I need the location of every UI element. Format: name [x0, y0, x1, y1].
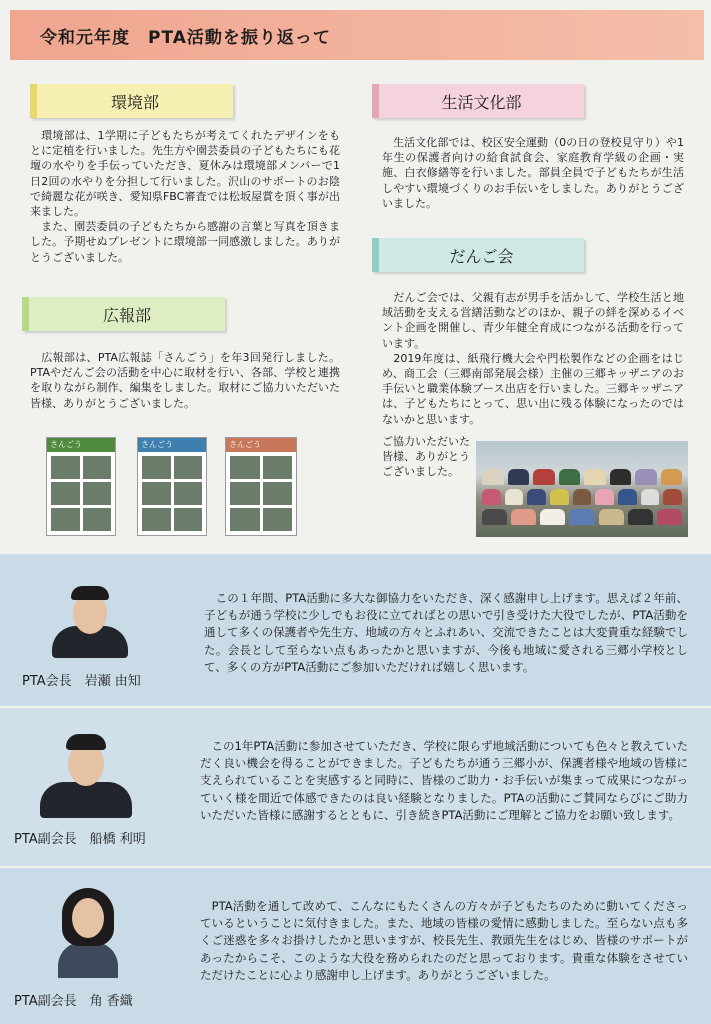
dango-section-label	[372, 238, 584, 272]
message-sumi: PTA活動を通して改めて、こんなにもたくさんの方々が子どもたちのために動いてくださっているということに気付きました。また、地域の皆様の愛情に感動しました。至らない点も多くご迷惑を多々お掛けしたかと思いますが、校長先生、教頭先生をはじめ、皆様のサポートがあったからこそ、このような大役を務められたのだと思っております。貴重な体験をさせていただけたことに心より感謝申し上げます。ありがとうございました。	[200, 899, 688, 982]
name-sumi: PTA副会長 角 香織	[14, 994, 133, 1009]
message-band-3	[0, 868, 711, 1024]
seikatsu-section-label	[372, 84, 584, 118]
message-band-1	[0, 554, 711, 706]
seikatsu-section-title: 生活文化部	[441, 92, 522, 112]
page-title: 令和元年度 PTA活動を振り返って	[40, 28, 331, 48]
newsletter-thumbnail-3-title: さんごう	[226, 438, 296, 452]
name-iwase: PTA会長 岩瀬 由知	[22, 674, 141, 689]
name-funahashi: PTA副会長 船橋 利明	[14, 832, 146, 847]
message-band-2	[0, 708, 711, 866]
dango-closing-text: ご協力いただいた皆様、ありがとうございました。	[382, 435, 470, 479]
koho-section-body: 広報部は、PTA広報誌「さんごう」を年3回発行しました。PTAやだんご会の活動を中心に取材を行い、各部、学校と連携を取りながら制作、編集をしました。取材にご協力いただいた皆様、ありがとうございました。	[30, 351, 340, 410]
kankyo-section-label	[30, 84, 233, 118]
koho-section-label	[22, 297, 225, 331]
newsletter-thumbnail-2	[137, 437, 207, 536]
newsletter-thumbnail-1	[46, 437, 116, 536]
dango-section-title: だんご会	[449, 246, 514, 266]
koho-section-title: 広報部	[102, 305, 151, 325]
portrait-iwase	[52, 582, 128, 658]
message-iwase: この１年間、PTA活動に多大な御協力をいただき、深く感謝申し上げます。思えば２年前、子どもが通う学校に少しでもお役に立てればとの思いで引き受けた大役でしたが、PTA活動を通して多くの保護者や先生方、地域の方々とふれあい、交流できたことは大変貴重な経験でした。会長として至らない点もあったかと思いますが、今後も地域に愛される三郷小学校として、多くの方がPTA活動にご参加いただければ嬉しく思います。	[204, 591, 688, 674]
newsletter-thumbnail-3	[225, 437, 297, 536]
header-banner	[10, 10, 704, 60]
seikatsu-section-body: 生活文化部では、校区安全運動（0の日の登校見守り）や1年生の保護者向けの給食試食会、家庭教育学級の企画・実施、白衣修繕等を行いました。部員全員で子どもたちが生活しやすい環境づくりのお手伝いをしました。ありがとうございました。	[382, 136, 684, 210]
portrait-sumi	[52, 886, 124, 978]
kankyo-section-body: 環境部は、1学期に子どもたちが考えてくれたデザインをもとに定植を行いました。先生方や園芸委員の子どもたちにも花壇の水やりを手伝っていただき、夏休みは環境部メンバーで1日2回の水やりを分担して行いました。沢山のサポートのお陰で綺麗な花が咲き、愛知県FBC審査では松坂屋賞を頂く事が出来ました。 また、園芸委員の子どもたちから感謝の言葉と写真を頂きました。予期せぬプレゼントに環境部一同感激しました。ありがとうございました。	[30, 129, 340, 264]
portrait-funahashi	[40, 730, 132, 818]
dango-group-photo	[476, 441, 688, 537]
kankyo-section-title: 環境部	[110, 92, 159, 112]
dango-section-body: だんご会では、父親有志が男手を活かして、学校生活と地域活動を支える営繕活動などのほか、親子の絆を深めるイベント企画を開催し、青少年健全育成につながる活動を行っています。 2019年度は、紙飛行機大会や門松製作などの企画をはじめ、商工会（三郷南部発展会様）主催の三郷キッザニアのお手伝いと職業体験ブース出店を行いました。三郷キッザニアは、子どもたちにとって、思い出に残る体験になったのではないかと思います。	[382, 291, 684, 426]
message-funahashi: この1年PTA活動に参加させていただき、学校に限らず地域活動についても色々と教えていただく良い機会を得ることができました。子どもたちが通う三郷小が、保護者様や地域の皆様に支えられていることを実感すると同時に、皆様のご助力・お手伝いが集まって成果につながっていく様を間近で体感できたのは良い経験となりました。PTAの活動にご賛同ならびにご助力いただいた皆様に感謝するとともに、引き続きPTA活動にご理解とご協力をお願い致します。	[200, 739, 688, 822]
newsletter-thumbnail-2-title: さんごう	[138, 438, 206, 452]
newsletter-thumbnail-1-title: さんごう	[47, 438, 115, 452]
